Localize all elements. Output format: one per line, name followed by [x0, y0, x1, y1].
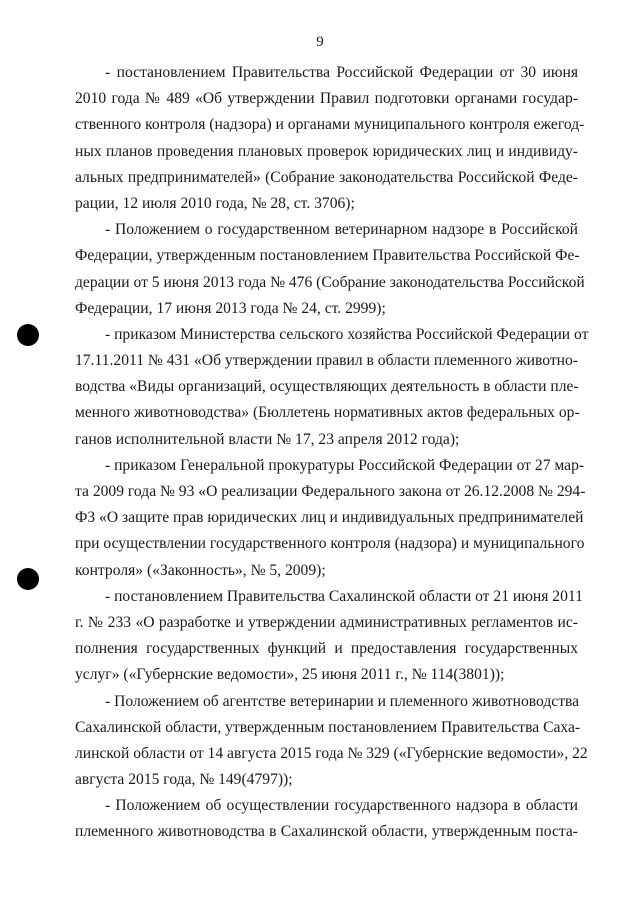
text-line: - постановлением Правительства Сахалинской области от 21 июня 2011	[105, 587, 583, 605]
punch-hole-top	[17, 324, 39, 346]
text-line: полнения государственных функций и предоставления государственных	[75, 640, 578, 658]
punch-hole-bottom	[17, 568, 39, 590]
text-line: - приказом Министерства сельского хозяйства Российской Федерации от	[105, 325, 589, 343]
text-line: при осуществлении государственного контроля (надзора) и муниципального	[75, 535, 585, 553]
text-line: альных предпринимателей» (Собрание законодательства Российской Феде-	[75, 168, 578, 186]
text-line: - Положением об агентстве ветеринарии и племенного животноводства	[105, 692, 580, 710]
text-line: - Положением о государственном ветеринарном надзоре в Российской	[105, 221, 578, 239]
text-line: услуг» («Губернские ведомости», 25 июня 2011 г., № 114(3801));	[75, 666, 505, 684]
text-line: - Положением об осуществлении государственного надзора в области	[105, 797, 578, 815]
text-line: водства «Виды организаций, осуществляющих деятельность в области пле-	[75, 378, 579, 396]
text-line: ганов исполнительной власти № 17, 23 апреля 2012 года);	[75, 430, 460, 448]
text-line: ФЗ «О защите прав юридических лиц и индивидуальных предпринимателей	[75, 509, 584, 527]
text-line: г. № 233 «О разработке и утверждении административных регламентов ис-	[75, 613, 578, 631]
text-line: Федерации, 17 июня 2013 года № 24, ст. 2999);	[75, 299, 386, 317]
text-line: 2010 года № 489 «Об утверждении Правил подготовки органами государ-	[75, 90, 578, 108]
text-line: 17.11.2011 № 431 «Об утверждении правил в области племенного животно-	[75, 352, 578, 370]
text-line: ственного контроля (надзора) и органами муниципального контроля ежегод-	[75, 116, 585, 134]
text-line: - постановлением Правительства Российской Федерации от 30 июня	[105, 64, 578, 81]
text-line: менного животноводства» (Бюллетень нормативных актов федеральных ор-	[75, 404, 580, 422]
text-line: контроля» («Законность», № 5, 2009);	[75, 561, 326, 579]
text-line: дерации от 5 июня 2013 года № 476 (Собрание законодательства Российской	[75, 273, 585, 291]
text-line: линской области от 14 августа 2015 года № 329 («Губернские ведомости», 22	[75, 744, 588, 762]
text-line: рации, 12 июля 2010 года, № 28, ст. 3706);	[75, 194, 355, 212]
text-line: августа 2015 года, № 149(4797));	[75, 771, 293, 789]
page-number: 9	[316, 34, 324, 50]
text-line: - приказом Генеральной прокуратуры Российской Федерации от 27 мар-	[105, 456, 585, 474]
document-body	[75, 60, 589, 846]
text-line: Сахалинской области, утвержденным постановлением Правительства Саха-	[75, 718, 581, 736]
text-line: племенного животноводства в Сахалинской области, утвержденным поста-	[75, 823, 578, 841]
text-line: ных планов проведения плановых проверок юридических лиц и индивиду-	[75, 142, 578, 160]
text-line: Федерации, утвержденным постановлением Правительства Российской Фе-	[75, 247, 580, 265]
text-line: та 2009 года № 93 «О реализации Федерального закона от 26.12.2008 № 294-	[75, 483, 586, 500]
